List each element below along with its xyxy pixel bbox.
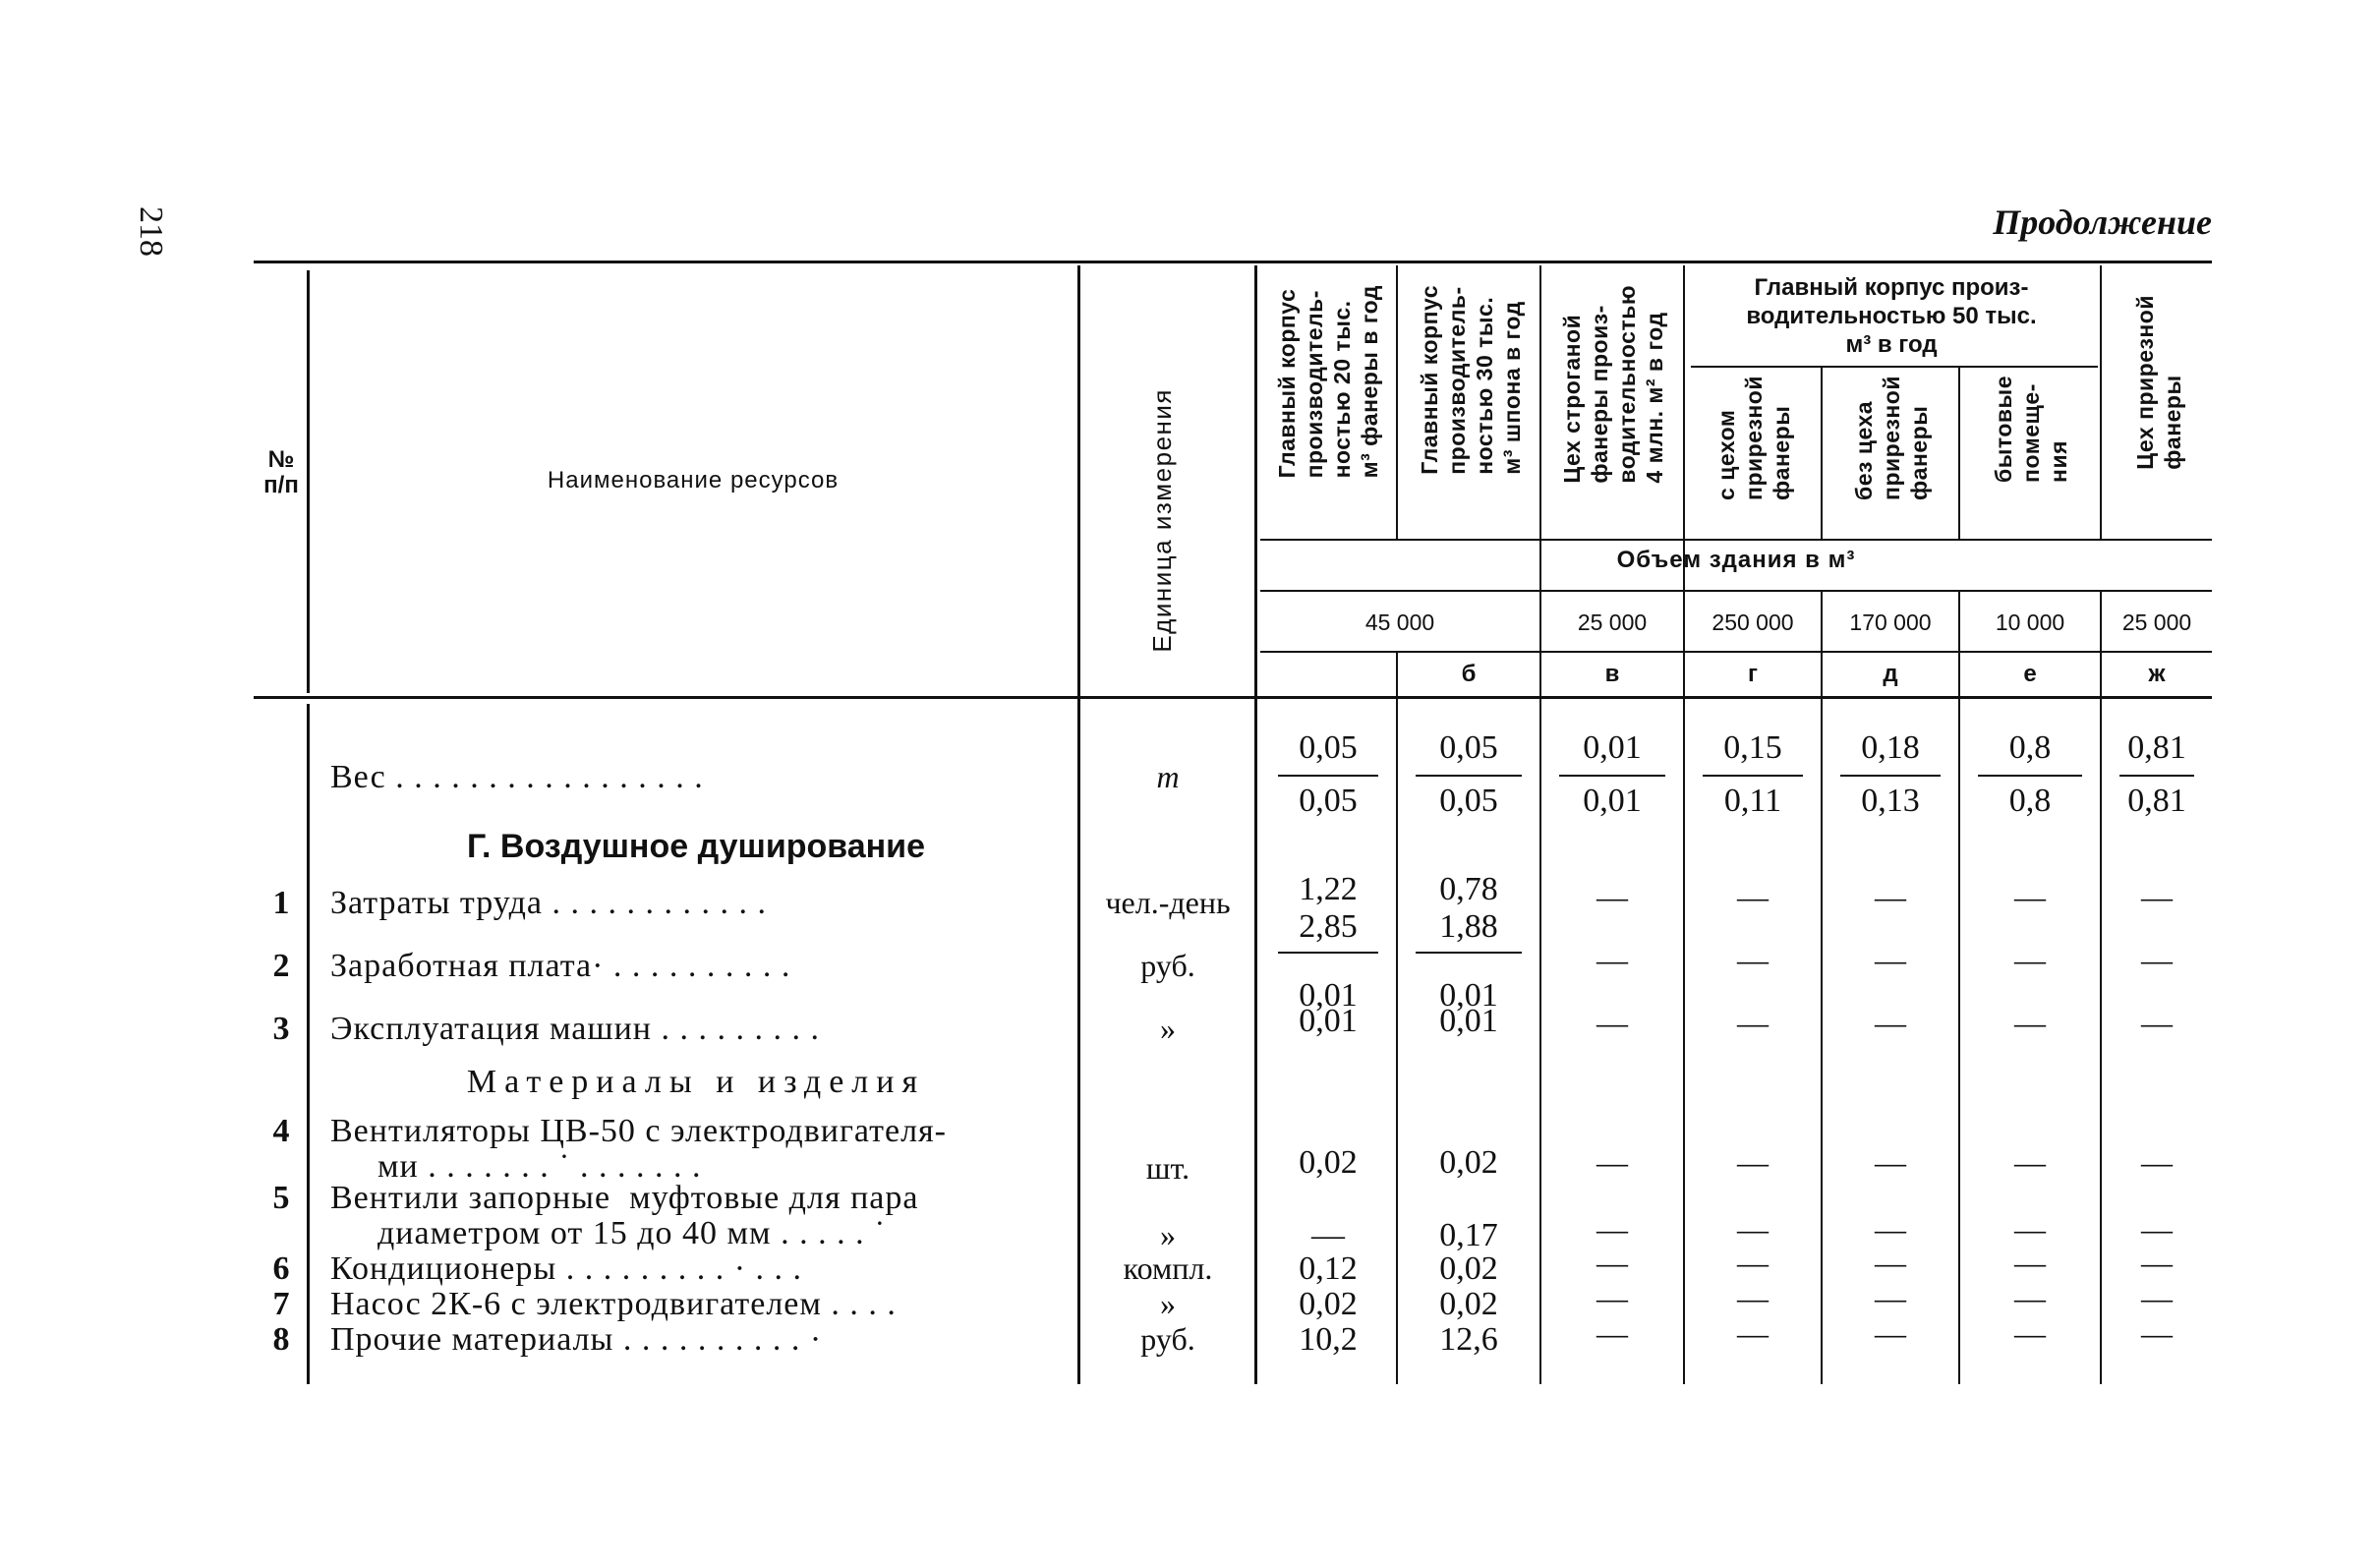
fraction-rule	[1278, 952, 1378, 954]
row-number: 2	[272, 948, 290, 984]
value-col-a: 0,01	[1299, 977, 1358, 1014]
header-mid-rule	[1260, 539, 2212, 541]
header-unit: Единица измерения	[1147, 388, 1177, 653]
value-col-a: 0,01	[1299, 1003, 1358, 1039]
volume-bottom-rule	[1260, 651, 2212, 653]
weight-fraction-rule	[1978, 775, 2082, 777]
empty-cell-dash: —	[2141, 879, 2173, 914]
row-number: 8	[272, 1321, 290, 1358]
value-col-b: 0,01	[1439, 1003, 1498, 1039]
empty-cell-dash: —	[1875, 879, 1906, 914]
row-unit: шт.	[1145, 1150, 1190, 1186]
row-name-cont: диаметром от 15 до 40 мм . . . . . ˙	[377, 1215, 887, 1251]
header-col6: бытовые помеще- ния	[1991, 376, 2071, 483]
header-bottom-rule	[254, 696, 2212, 699]
empty-cell-dash: —	[2014, 942, 2046, 977]
header-group-line2: водительностью 50 тыс.	[1746, 303, 2037, 329]
vrule-num	[307, 270, 310, 693]
empty-cell-dash: —	[1737, 1245, 1769, 1280]
weight-top-value: 0,01	[1583, 729, 1642, 766]
letter-b: б	[1461, 661, 1477, 687]
value-col-b: 0,02	[1439, 1144, 1498, 1181]
row-name: Насос 2К-6 с электродвигателем . . . .	[330, 1286, 897, 1322]
vrule-c4	[1821, 368, 1823, 539]
fraction-rule	[1416, 952, 1522, 954]
weight-top-value: 0,18	[1861, 729, 1920, 766]
weight-top-value: 0,15	[1723, 729, 1782, 766]
header-group	[1687, 273, 2096, 359]
header-col3: Цех строганой фанеры произ- водительностью 4 млн. м² в год	[1559, 285, 1667, 484]
empty-cell-dash: —	[1737, 879, 1769, 914]
empty-cell-dash: —	[1875, 1315, 1906, 1351]
vrule-num-body	[307, 704, 310, 1384]
empty-cell-dash: —	[1596, 1280, 1628, 1315]
weight-row-name: Вес . . . . . . . . . . . . . . . . .	[330, 759, 704, 795]
value-col-a: 10,2	[1299, 1321, 1358, 1358]
empty-cell-dash: —	[1875, 1280, 1906, 1315]
vrule-c6	[2100, 265, 2102, 539]
row-number: 3	[272, 1011, 290, 1047]
vol-v: 25 000	[1577, 610, 1648, 635]
header-group-line3: м³ в год	[1845, 331, 1938, 358]
value-col-a: 0,02	[1299, 1286, 1358, 1322]
weight-fraction-rule	[1278, 775, 1378, 777]
header-col2: Главный корпус производитель- ностью 30 тыс. м³ шпона в год	[1417, 285, 1525, 475]
row-number: 7	[272, 1286, 290, 1322]
weight-bottom-value: 0,13	[1861, 783, 1920, 819]
value-col-a-2: 2,85	[1299, 908, 1358, 945]
empty-cell-dash: —	[1875, 1144, 1906, 1180]
weight-bottom-value: 0,05	[1439, 783, 1498, 819]
vol-zh: 25 000	[2121, 610, 2192, 635]
empty-cell-dash: —	[1596, 879, 1628, 914]
header-col5: без цеха прирезной фанеры	[1851, 376, 1932, 500]
weight-fraction-rule	[1703, 775, 1803, 777]
value-col-b: 0,02	[1439, 1250, 1498, 1287]
value-col-b: 12,6	[1439, 1321, 1498, 1358]
weight-fraction-rule	[2119, 775, 2194, 777]
letter-g: г	[1748, 661, 1758, 687]
vol-d: 170 000	[1849, 610, 1932, 635]
empty-cell-dash: —	[2141, 1315, 2173, 1351]
value-col-b: 0,01	[1439, 977, 1498, 1014]
empty-cell-dash: —	[2014, 1315, 2046, 1351]
vrule-name	[1077, 265, 1080, 1384]
value-col-a: 1,22	[1299, 871, 1358, 907]
header-col1: Главный корпус производитель- ностью 20 тыс. м³ фанеры в год	[1274, 285, 1382, 479]
empty-cell-dash: —	[2014, 1211, 2046, 1247]
weight-top-value: 0,05	[1439, 729, 1498, 766]
empty-cell-dash: —	[2141, 1144, 2173, 1180]
empty-cell-dash: —	[1596, 942, 1628, 977]
row-number: 1	[272, 885, 290, 921]
weight-bottom-value: 0,01	[1583, 783, 1642, 819]
row-number: 5	[272, 1180, 290, 1216]
weight-fraction-rule	[1416, 775, 1522, 777]
empty-cell-dash: —	[1737, 1280, 1769, 1315]
empty-cell-dash: —	[1596, 1315, 1628, 1351]
vrule-unit	[1254, 265, 1257, 1384]
empty-cell-dash: —	[2141, 942, 2173, 977]
materials-title: Материалы и изделия	[466, 1064, 926, 1100]
value-col-a: 0,12	[1299, 1250, 1358, 1287]
header-col4: с цехом прирезной фанеры	[1713, 376, 1794, 500]
empty-cell-dash: —	[2014, 1005, 2046, 1040]
empty-cell-dash: —	[1596, 1005, 1628, 1040]
empty-cell-dash: —	[1875, 1005, 1906, 1040]
value-col-b: 0,17	[1439, 1217, 1498, 1253]
empty-cell-dash: —	[1737, 942, 1769, 977]
empty-cell-dash: —	[2141, 1005, 2173, 1040]
weight-top-value: 0,81	[2127, 729, 2186, 766]
value-col-a: —	[1311, 1217, 1345, 1253]
empty-cell-dash: —	[2014, 1144, 2046, 1180]
letter-e: е	[2023, 661, 2037, 687]
row-name: Кондиционеры . . . . . . . . . · . . .	[330, 1250, 803, 1287]
row-number: 6	[272, 1250, 290, 1287]
row-name: Вентиляторы ЦВ-50 с электродвигателя-	[330, 1113, 948, 1149]
weight-bottom-value: 0,11	[1723, 783, 1782, 819]
volume-title: Объем здания в м³	[1616, 547, 1856, 573]
empty-cell-dash: —	[1737, 1211, 1769, 1247]
empty-cell-dash: —	[1875, 1211, 1906, 1247]
header-name: Наименование ресурсов	[547, 467, 840, 494]
vrule-c1	[1396, 265, 1398, 539]
empty-cell-dash: —	[2014, 1280, 2046, 1315]
row-name-cont: ми . . . . . . . ˙ . . . . . . .	[377, 1148, 702, 1185]
row-unit: руб.	[1140, 1321, 1195, 1357]
letter-v: в	[1604, 661, 1620, 687]
row-number: 4	[272, 1113, 290, 1149]
weight-row-unit: т	[1156, 759, 1180, 794]
weight-fraction-rule	[1840, 775, 1941, 777]
row-unit: компл.	[1123, 1250, 1213, 1286]
volume-rule	[1260, 590, 2212, 592]
header-num: № п/п	[263, 446, 299, 498]
value-col-b: 0,78	[1439, 871, 1498, 907]
section-title: Г. Воздушное душирование	[467, 828, 925, 865]
weight-top-value: 0,05	[1299, 729, 1358, 766]
vrule-c5	[1958, 368, 1960, 539]
weight-bottom-value: 0,05	[1299, 783, 1358, 819]
weight-bottom-value: 0,81	[2127, 783, 2186, 819]
page-number: 218	[133, 206, 169, 257]
empty-cell-dash: —	[1875, 1245, 1906, 1280]
empty-cell-dash: —	[2141, 1280, 2173, 1315]
value-col-b-2: 1,88	[1439, 908, 1498, 945]
row-name: Вентили запорные муфтовые для пара	[330, 1180, 919, 1216]
row-unit: »	[1160, 1217, 1176, 1252]
empty-cell-dash: —	[1596, 1211, 1628, 1247]
empty-cell-dash: —	[1737, 1315, 1769, 1351]
row-name: Эксплуатация машин . . . . . . . . .	[330, 1011, 820, 1047]
weight-fraction-rule	[1559, 775, 1665, 777]
row-unit: »	[1160, 1011, 1176, 1046]
empty-cell-dash: —	[2141, 1245, 2173, 1280]
empty-cell-dash: —	[2141, 1211, 2173, 1247]
header-group-line1: Главный корпус произ-	[1754, 274, 2029, 301]
empty-cell-dash: —	[1737, 1005, 1769, 1040]
empty-cell-dash: —	[1737, 1144, 1769, 1180]
value-col-b: 0,02	[1439, 1286, 1498, 1322]
row-unit: руб.	[1140, 948, 1195, 983]
letter-zh: ж	[2148, 661, 2166, 687]
vol-ab: 45 000	[1364, 610, 1435, 635]
row-name: Затраты труда . . . . . . . . . . . .	[330, 885, 768, 921]
continuation-label: Продолжение	[1993, 203, 2212, 242]
empty-cell-dash: —	[2014, 879, 2046, 914]
empty-cell-dash: —	[2014, 1245, 2046, 1280]
empty-cell-dash: —	[1596, 1144, 1628, 1180]
value-col-a: 0,02	[1299, 1144, 1358, 1181]
empty-cell-dash: —	[1875, 942, 1906, 977]
row-unit: чел.-день	[1105, 885, 1231, 920]
group-rule	[1691, 366, 2098, 368]
letter-d: д	[1883, 661, 1898, 687]
vol-g: 250 000	[1712, 610, 1794, 635]
row-name: Прочие материалы . . . . . . . . . . ·	[330, 1321, 823, 1358]
table-top-rule	[254, 261, 2212, 263]
row-name: Заработная плата· . . . . . . . . . .	[330, 948, 791, 984]
row-unit: »	[1160, 1286, 1176, 1321]
header-col7: Цех прирезной фанеры	[2132, 295, 2185, 470]
vol-e: 10 000	[1995, 610, 2065, 635]
weight-top-value: 0,8	[2008, 729, 2052, 766]
empty-cell-dash: —	[1596, 1245, 1628, 1280]
weight-bottom-value: 0,8	[2008, 783, 2052, 819]
